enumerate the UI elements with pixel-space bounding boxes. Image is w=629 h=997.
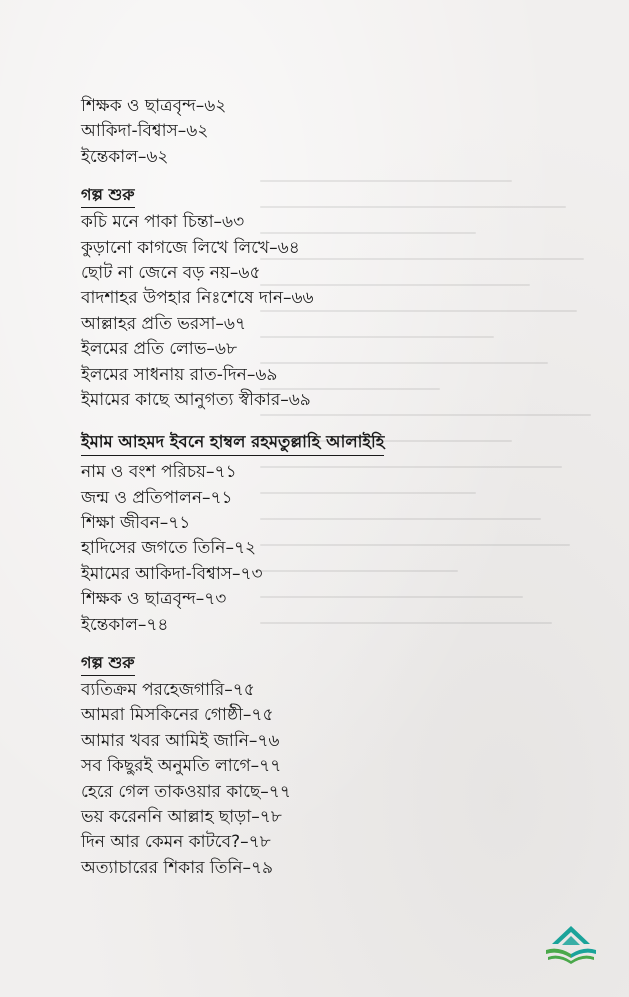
toc-entry: ইলমের প্রতি লোভ–৬৮ — [81, 339, 237, 360]
stories-list-2 — [81, 678, 581, 881]
publisher-logo-icon — [540, 920, 602, 970]
section-title-imam-ahmad: ইমাম আহমদ ইবনে হাম্বল রহমতুল্লাহি আলাইহি — [81, 429, 384, 456]
toc-entry: আকিদা-বিশ্বাস–৬২ — [81, 121, 209, 142]
toc-entry: বাদশাহর উপহার নিঃশেষে দান–৬৬ — [81, 288, 314, 309]
toc-entry: ইলমের সাধনায় রাত-দিন–৬৯ — [81, 364, 278, 385]
toc-entry: ইমামের কাছে আনুগত্য স্বীকার–৬৯ — [81, 389, 311, 410]
toc-entry: অত্যাচারের শিকার তিনি–৭৯ — [81, 857, 274, 878]
toc-entry: আল্লাহর প্রতি ভরসা–৬৭ — [81, 313, 247, 334]
toc-entry: নাম ও বংশ পরিচয়–৭১ — [81, 462, 237, 483]
toc-entry: কচি মনে পাকা চিন্তা–৬৩ — [81, 212, 245, 233]
toc-entry: ছোট না জেনে বড় নয়–৬৫ — [81, 262, 261, 283]
toc-entry: শিক্ষা জীবন–৭১ — [81, 513, 191, 534]
toc-entry: ভয় করেননি আল্লাহ ছাড়া–৭৮ — [81, 806, 282, 827]
toc-entry: শিক্ষক ও ছাত্রবৃন্দ–৬২ — [81, 96, 227, 116]
toc-entry: হাদিসের জগতে তিনি–৭২ — [81, 538, 257, 559]
stories-heading: গল্প শুরু — [81, 182, 135, 208]
stories-heading: গল্প শুরু — [81, 650, 135, 676]
toc-entry: শিক্ষক ও ছাত্রবৃন্দ–৭৩ — [81, 589, 227, 610]
toc-entry: আমার খবর আমিই জানি–৭৬ — [81, 730, 280, 751]
toc-entry: ইন্তেকাল–৭৪ — [81, 614, 169, 635]
toc-entry: সব কিছুরই অনুমতি লাগে–৭৭ — [81, 756, 282, 777]
toc-entry: হেরে গেল তাকওয়ার কাছে–৭৭ — [81, 781, 291, 802]
intro-list — [81, 94, 581, 170]
imam-section-list — [81, 460, 581, 638]
toc-entry: ব্যতিক্রম পরহেজগারি–৭৫ — [81, 680, 255, 701]
table-of-contents — [81, 94, 581, 881]
toc-entry: ইন্তেকাল–৬২ — [81, 146, 169, 167]
toc-entry: জন্ম ও প্রতিপালন–৭১ — [81, 487, 233, 508]
stories-list-1 — [81, 210, 581, 413]
toc-entry: আমরা মিসকিনের গোষ্ঠী–৭৫ — [81, 705, 274, 726]
toc-entry: দিন আর কেমন কাটবে?–৭৮ — [81, 832, 271, 853]
toc-entry: কুড়ানো কাগজে লিখে লিখে–৬৪ — [81, 237, 300, 258]
toc-entry: ইমামের আকিদা-বিশ্বাস–৭৩ — [81, 563, 263, 584]
